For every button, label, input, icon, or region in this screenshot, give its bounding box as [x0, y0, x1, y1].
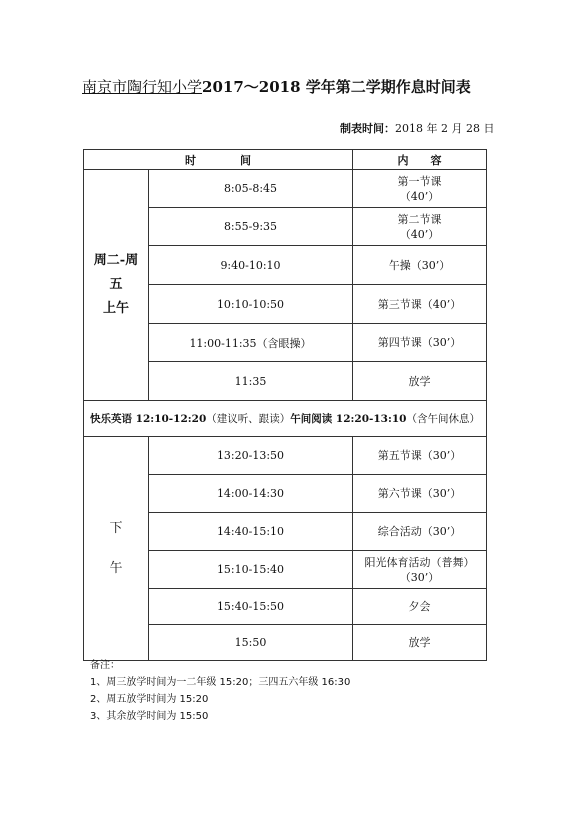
- time-cell: 8:55-9:35: [149, 208, 353, 246]
- table-row: [84, 170, 487, 208]
- made-date-value: 2018 年 2 月 28 日: [395, 122, 495, 135]
- made-date: [340, 120, 494, 136]
- notes-heading: 备注：: [90, 660, 120, 671]
- time-cell: 10:10-10:50: [149, 285, 353, 324]
- note-item: 2、周五放学时间为 15:20: [90, 694, 209, 705]
- content-cell: 第三节课（40’）: [353, 285, 487, 324]
- content-cell: 夕会: [353, 589, 487, 625]
- table-row: [84, 437, 487, 475]
- content-cell: 第六节课（30’）: [353, 475, 487, 513]
- content-cell: 综合活动（30’）: [353, 513, 487, 551]
- time-cell: 14:00-14:30: [149, 475, 353, 513]
- time-cell: 15:50: [149, 625, 353, 661]
- note-item: 3、其余放学时间为 15:50: [90, 711, 209, 722]
- school-name: 南京市陶行知小学: [82, 78, 203, 96]
- notes: [90, 657, 350, 725]
- schedule-table: [83, 149, 487, 661]
- title-text: 2017～2018 学年第二学期作息时间表: [202, 78, 471, 96]
- content-cell: 放学: [353, 625, 487, 661]
- header-content: 内 容: [353, 150, 487, 170]
- time-cell: 9:40-10:10: [149, 246, 353, 285]
- time-cell: 14:40-15:10: [149, 513, 353, 551]
- content-cell: 放学: [353, 362, 487, 401]
- content-cell: 第一节课 （40’）: [353, 170, 487, 208]
- table-header-row: [84, 150, 487, 170]
- made-date-label: 制表时间：: [340, 122, 395, 135]
- midday-cell: 快乐英语 12:10-12:20（建议听、跟读）午间阅读 12:20-13:10（含午间休息）: [84, 401, 487, 437]
- time-cell: 11:00-11:35（含眼操）: [149, 324, 353, 362]
- time-cell: 8:05-8:45: [149, 170, 353, 208]
- content-cell: 第四节课（30’）: [353, 324, 487, 362]
- content-cell: 第二节课 （40’）: [353, 208, 487, 246]
- page-title: [82, 76, 502, 97]
- content-cell: 午操（30’）: [353, 246, 487, 285]
- time-cell: 15:10-15:40: [149, 551, 353, 589]
- midday-row: [84, 401, 487, 437]
- morning-group-label: 周二-周 五 上午: [84, 170, 149, 401]
- time-cell: 15:40-15:50: [149, 589, 353, 625]
- afternoon-group-label: 下 午: [84, 437, 149, 661]
- note-item: 1、周三放学时间为一二年级 15:20；三四五六年级 16:30: [90, 677, 351, 688]
- header-time: 时 间: [84, 150, 353, 170]
- content-cell: 阳光体育活动（普舞） （30’）: [353, 551, 487, 589]
- time-cell: 13:20-13:50: [149, 437, 353, 475]
- time-cell: 11:35: [149, 362, 353, 401]
- content-cell: 第五节课（30’）: [353, 437, 487, 475]
